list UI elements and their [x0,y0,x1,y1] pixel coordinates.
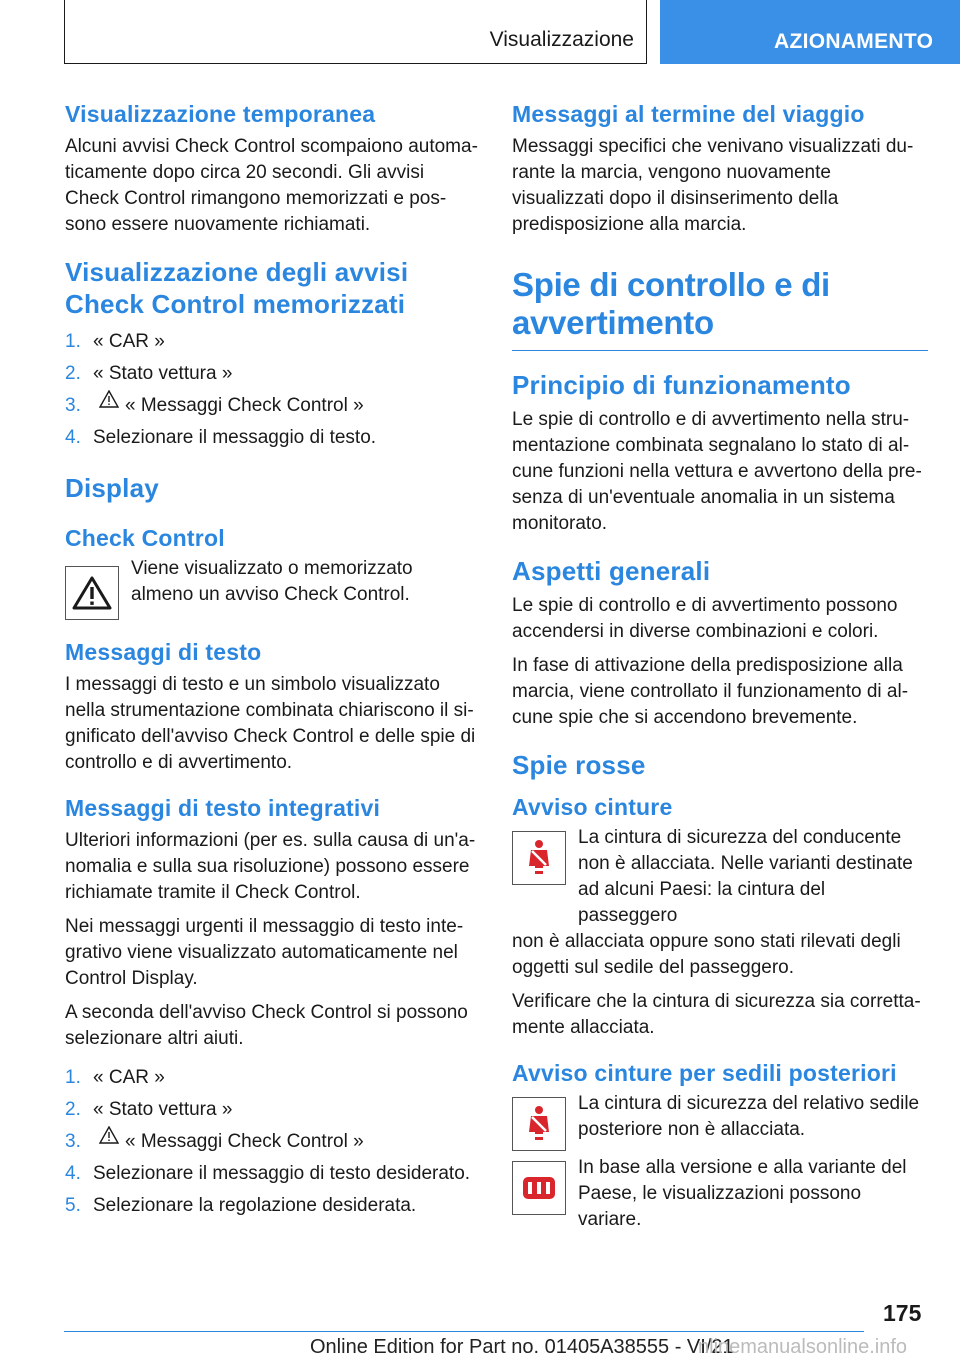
list-item: 3. « Messaggi Check Control » [65,390,479,422]
footer-edition: Online Edition for Part no. 01405A38555 - VI/21 [310,1336,734,1358]
paragraph-messaggi-testo: I messaggi di testo e un simbolo visualizzato nella strumentazione combinata chiariscono il significato dell'avviso Check Control e delle spie di controllo e di avvertimento. [65,674,476,773]
list-item: 3. « Messaggi Check Control » [65,1126,479,1158]
rear-seatbelt-warning-icon [512,1097,566,1151]
avviso-posteriori-row [512,1091,928,1151]
header-chapter-tab[interactable]: AZIONAMENTO [660,0,960,64]
check-control-warning-icon [65,566,119,620]
heading-messaggi-integrativi: Messaggi di testo integrativi [65,795,381,821]
steps-list-integrativi [65,1062,479,1222]
list-item: 4. Selezionare il messaggio di testo desiderato. [65,1163,471,1184]
heading-display: Display [65,473,159,503]
paragraph-principio: Le spie di controllo e di avvertimento nella strumentazione combinata segnalano lo stato di alcune funzioni nella vettura e avvertono della presenza di un'eventuale anomalia in un sistema monitorato. [512,409,922,534]
heading-messaggi-testo: Messaggi di testo [65,639,262,665]
paragraph-avviso-cinture-a: La cintura di sicurezza del conducente non è allacciata. Nelle varianti destinate ad alcuni Paesi: la cintura del passeggero [578,827,913,926]
footer-watermark: nlinemanualsonline.info [698,1336,908,1358]
list-item: 2. « Stato vettura » [65,363,233,384]
warning-triangle-icon [99,390,119,408]
heading-aspetti-generali: Aspetti generali [512,556,711,586]
paragraph-aspetti-2: In fase di attivazione della predisposizione alla marcia, viene controllato il funzionamento di alcune spie che si accendono brevemente. [512,655,909,728]
steps-list-memorizzati [65,326,479,454]
heading-check-control: Check Control [65,525,225,551]
paragraph-avviso-variante: In base alla versione e alla variante del Paese, le visualizzazioni possono variare. [578,1157,907,1230]
rear-seat-status-icon [512,1161,566,1215]
heading-avviso-posteriori: Avviso cinture per sedili posteriori [512,1060,897,1086]
warning-triangle-icon [99,1126,119,1144]
list-item: 4. Selezionare il messaggio di testo. [65,427,377,448]
footer-divider [64,1331,864,1332]
list-item: 1. « CAR » [65,1067,165,1088]
header-section-box [64,0,647,64]
paragraph-check-control: Viene visualizzato o memorizzato almeno un avviso Check Control. [131,558,413,605]
heading-spie-rosse: Spie rosse [512,750,646,780]
paragraph-avviso-posteriori: La cintura di sicurezza del relativo sedile posteriore non è allacciata. [578,1093,920,1140]
paragraph-integrativi-2: Nei messaggi urgenti il messaggio di testo integrativo viene visualizzato automaticamente nel Control Display. [65,916,464,989]
list-item: 5. Selezionare la regolazione desiderata. [65,1195,417,1216]
paragraph-avviso-cinture-b: non è allacciata oppure sono stati rilevati degli oggetti sul sedile del passeggero. [512,931,901,978]
check-control-row [65,556,479,620]
paragraph-aspetti-1: Le spie di controllo e di avvertimento possono accendersi in diverse combinazioni e colori. [512,595,898,642]
heading-avvisi-memorizzati: Visualizzazione degli avvisi Check Control memorizzati [65,257,409,319]
seatbelt-warning-icon [512,831,566,885]
heading-principio: Principio di funzionamento [512,370,851,400]
paragraph-temporanea: Alcuni avvisi Check Control scompaiono automaticamente dopo circa 20 secondi. Gli avvisi Check Control rimangono memorizzati e possono essere nuovamente richiamati. [65,136,478,235]
avviso-variante-row [512,1155,928,1233]
heading-visualizzazione-temporanea: Visualizzazione temporanea [65,101,376,127]
heading-messaggi-termine: Messaggi al termine del viaggio [512,101,865,127]
heading-avviso-cinture: Avviso cinture [512,794,673,820]
header-section-title: Visualizzazione [489,28,634,51]
right-column [512,100,928,1233]
heading-spie-controllo: Spie di controllo e di avvertimento [512,266,830,341]
list-item: 2. « Stato vettura » [65,1099,233,1120]
avviso-cinture-row [512,825,928,929]
paragraph-integrativi-3: A seconda dell'avviso Check Control si possono selezionare altri aiuti. [65,1002,468,1049]
list-item: 1. « CAR » [65,331,165,352]
paragraph-integrativi-1: Ulteriori informazioni (per es. sulla causa di un'anomalia e sulla sua risoluzione) possono essere richiamate tramite il Check Control. [65,830,476,903]
page-number: 175 [883,1300,922,1326]
left-column [65,100,479,1222]
paragraph-avviso-cinture-2: Verificare che la cintura di sicurezza sia correttamente allacciata. [512,991,921,1038]
paragraph-messaggi-termine: Messaggi specifici che venivano visualizzati durante la marcia, vengono nuovamente visualizzati dopo il disinserimento della predisposizione alla marcia. [512,136,914,235]
